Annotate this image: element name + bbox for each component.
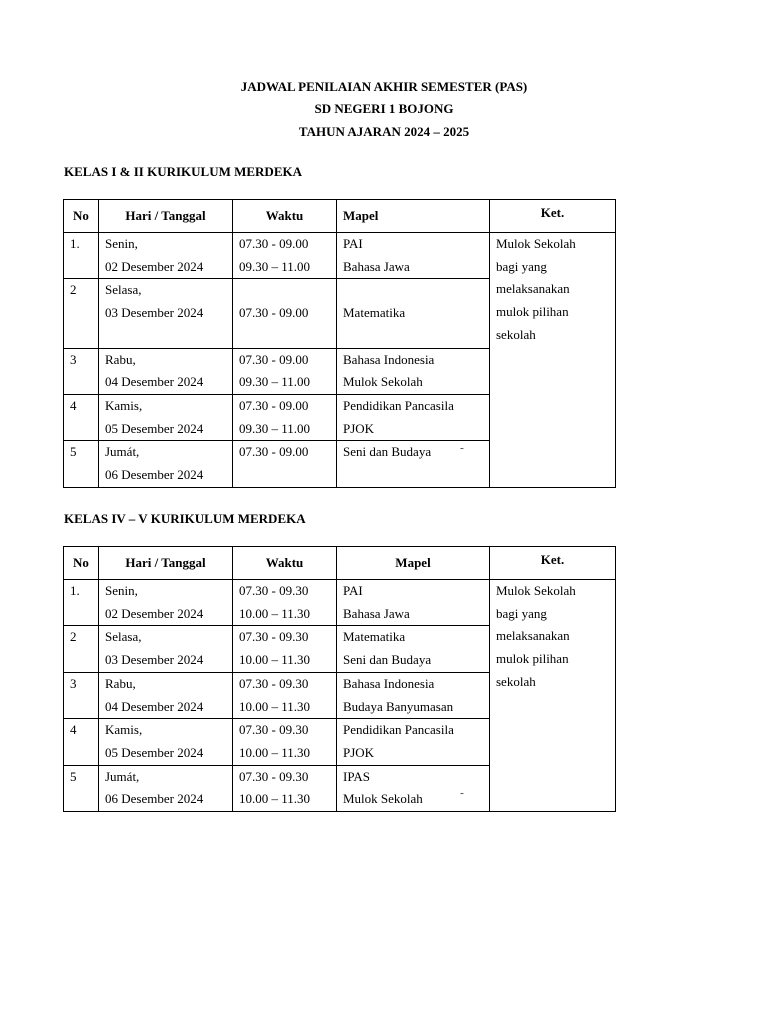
- day-date-cell: [99, 765, 233, 811]
- time-slot: 07.30 - 09.00: [239, 305, 309, 321]
- note-line: melaksanakan: [496, 628, 570, 644]
- table-row: [64, 233, 616, 279]
- row-number: 2: [64, 626, 99, 672]
- date-label: 05 Desember 2024: [105, 744, 204, 760]
- row-number: 5: [64, 441, 99, 487]
- subject-cell: [337, 719, 490, 765]
- col-header-hari-tanggal: Hari / Tanggal: [99, 200, 233, 233]
- time-slot: 10.00 – 11.30: [239, 744, 311, 760]
- subject: Budaya Banyumasan: [343, 698, 454, 714]
- day-label: Senin,: [105, 583, 138, 598]
- note-line: sekolah: [496, 673, 536, 689]
- time-slot: 10.00 – 11.30: [239, 698, 311, 714]
- table-header-row: [64, 200, 616, 233]
- spacer: [105, 325, 226, 348]
- table-header-row: [64, 547, 616, 580]
- subject-cell: [337, 233, 490, 279]
- time-cell: [233, 394, 337, 440]
- day-label: Jumát,: [105, 768, 140, 784]
- time-slot: 09.30 – 11.00: [239, 420, 311, 436]
- note-line: Mulok Sekolah: [496, 236, 576, 251]
- day-label: Kamis,: [105, 722, 143, 738]
- day-label: Rabu,: [105, 675, 136, 691]
- time-slot: 07.30 - 09.30: [239, 583, 309, 598]
- time-slot: 10.00 – 11.30: [239, 791, 311, 807]
- time-cell: [233, 580, 337, 626]
- note-cell: [490, 580, 616, 812]
- time-slot: 10.00 – 11.30: [239, 605, 311, 621]
- time-slot: 07.30 - 09.00: [239, 351, 309, 367]
- subject: Bahasa Indonesia: [343, 675, 435, 691]
- day-date-cell: [99, 626, 233, 672]
- time-cell: [233, 279, 337, 348]
- subject-cell: [337, 441, 490, 487]
- note-line: mulok pilihan: [496, 304, 569, 320]
- day-date-cell: [99, 441, 233, 487]
- row-number: 1.: [64, 580, 99, 626]
- document-title: JADWAL PENILAIAN AKHIR SEMESTER (PAS): [240, 79, 528, 94]
- time-slot: 07.30 - 09.30: [239, 722, 309, 738]
- subject: PAI: [343, 236, 363, 251]
- time-cell: [233, 348, 337, 394]
- time-cell: [233, 719, 337, 765]
- time-slot: 07.30 - 09.30: [239, 629, 309, 645]
- time-slot: 10.00 – 11.30: [239, 652, 311, 668]
- note-line: sekolah: [496, 326, 536, 342]
- subject: PAI: [343, 583, 363, 598]
- subject-cell: [337, 765, 490, 811]
- col-header-mapel: Mapel: [337, 547, 490, 580]
- note-line: bagi yang: [496, 258, 547, 274]
- subject: Pendidikan Pancasila: [343, 397, 454, 413]
- date-label: 06 Desember 2024: [105, 791, 204, 807]
- day-date-cell: [99, 233, 233, 279]
- date-label: 03 Desember 2024: [105, 652, 204, 668]
- col-header-no: No: [64, 547, 99, 580]
- note-line: melaksanakan: [496, 281, 570, 297]
- row-number: 4: [64, 394, 99, 440]
- day-date-cell: [99, 279, 233, 348]
- date-label: 04 Desember 2024: [105, 374, 204, 390]
- subject: Bahasa Indonesia: [343, 351, 435, 367]
- row-number: 3: [64, 348, 99, 394]
- date-label: 03 Desember 2024: [105, 305, 204, 321]
- subject: Mulok Sekolah: [343, 374, 423, 390]
- time-slot: 07.30 - 09.00: [239, 444, 309, 460]
- subject-cell: [337, 626, 490, 672]
- subject: Matematika: [343, 305, 406, 321]
- subject-cell: [337, 672, 490, 718]
- table-row: [64, 580, 616, 626]
- time-slot: 09.30 – 11.00: [239, 258, 311, 274]
- time-cell: [233, 441, 337, 487]
- col-header-no: No: [64, 200, 99, 233]
- time-cell: [233, 672, 337, 718]
- day-date-cell: [99, 672, 233, 718]
- school-name: SD NEGERI 1 BOJONG: [314, 101, 454, 116]
- subject-cell: [337, 279, 490, 348]
- note-line: Mulok Sekolah: [496, 583, 576, 598]
- col-header-ket: Ket.: [490, 200, 616, 233]
- note-line: bagi yang: [496, 605, 547, 621]
- date-label: 04 Desember 2024: [105, 698, 204, 714]
- date-label: 05 Desember 2024: [105, 420, 204, 436]
- day-label: Kamis,: [105, 397, 143, 413]
- day-label: Selasa,: [105, 629, 142, 645]
- time-cell: [233, 233, 337, 279]
- day-label: Selasa,: [105, 282, 142, 298]
- subject-cell: [337, 580, 490, 626]
- schedule-table-kelas-4-5: [63, 546, 616, 812]
- day-date-cell: [99, 580, 233, 626]
- subject: PJOK: [343, 420, 375, 436]
- stray-mark: ˜: [460, 446, 464, 458]
- col-header-mapel: Mapel: [337, 200, 490, 233]
- subject: Bahasa Jawa: [343, 258, 410, 274]
- time-cell: [233, 765, 337, 811]
- day-label: Jumát,: [105, 444, 140, 460]
- row-number: 2: [64, 279, 99, 348]
- time-slot: 09.30 – 11.00: [239, 374, 311, 390]
- row-number: 3: [64, 672, 99, 718]
- subject-cell: [337, 394, 490, 440]
- row-number: 5: [64, 765, 99, 811]
- subject: PJOK: [343, 744, 375, 760]
- date-label: 02 Desember 2024: [105, 605, 204, 621]
- day-date-cell: [99, 719, 233, 765]
- time-slot: 07.30 - 09.30: [239, 675, 309, 691]
- col-header-waktu: Waktu: [233, 547, 337, 580]
- subject: Bahasa Jawa: [343, 605, 410, 621]
- spacer: [343, 279, 483, 302]
- subject: Seni dan Budaya: [343, 652, 432, 668]
- subject: IPAS: [343, 768, 370, 784]
- subject: Mulok Sekolah: [343, 791, 423, 807]
- date-label: 02 Desember 2024: [105, 258, 204, 274]
- day-label: Rabu,: [105, 351, 136, 367]
- col-header-ket: Ket.: [490, 547, 616, 580]
- day-date-cell: [99, 348, 233, 394]
- col-header-waktu: Waktu: [233, 200, 337, 233]
- subject-cell: [337, 348, 490, 394]
- time-cell: [233, 626, 337, 672]
- date-label: 06 Desember 2024: [105, 467, 204, 483]
- time-slot: 07.30 - 09.00: [239, 397, 309, 413]
- section-title-kelas-1-2: KELAS I & II KURIKULUM MERDEKA: [64, 164, 302, 179]
- spacer: [239, 279, 330, 302]
- schedule-table-kelas-1-2: [63, 199, 616, 488]
- note-cell: [490, 233, 616, 488]
- col-header-hari-tanggal: Hari / Tanggal: [99, 547, 233, 580]
- subject: Pendidikan Pancasila: [343, 722, 454, 738]
- time-slot: 07.30 - 09.00: [239, 236, 309, 251]
- academic-year: TAHUN AJARAN 2024 – 2025: [298, 124, 470, 139]
- row-number: 1.: [64, 233, 99, 279]
- row-number: 4: [64, 719, 99, 765]
- day-label: Senin,: [105, 236, 138, 251]
- time-slot: 07.30 - 09.30: [239, 768, 309, 784]
- subject: Matematika: [343, 629, 406, 645]
- day-date-cell: [99, 394, 233, 440]
- section-title-kelas-4-5: KELAS IV – V KURIKULUM MERDEKA: [64, 511, 306, 526]
- stray-mark: ˜: [460, 791, 464, 803]
- note-line: mulok pilihan: [496, 651, 569, 667]
- subject: Seni dan Budaya: [343, 444, 432, 460]
